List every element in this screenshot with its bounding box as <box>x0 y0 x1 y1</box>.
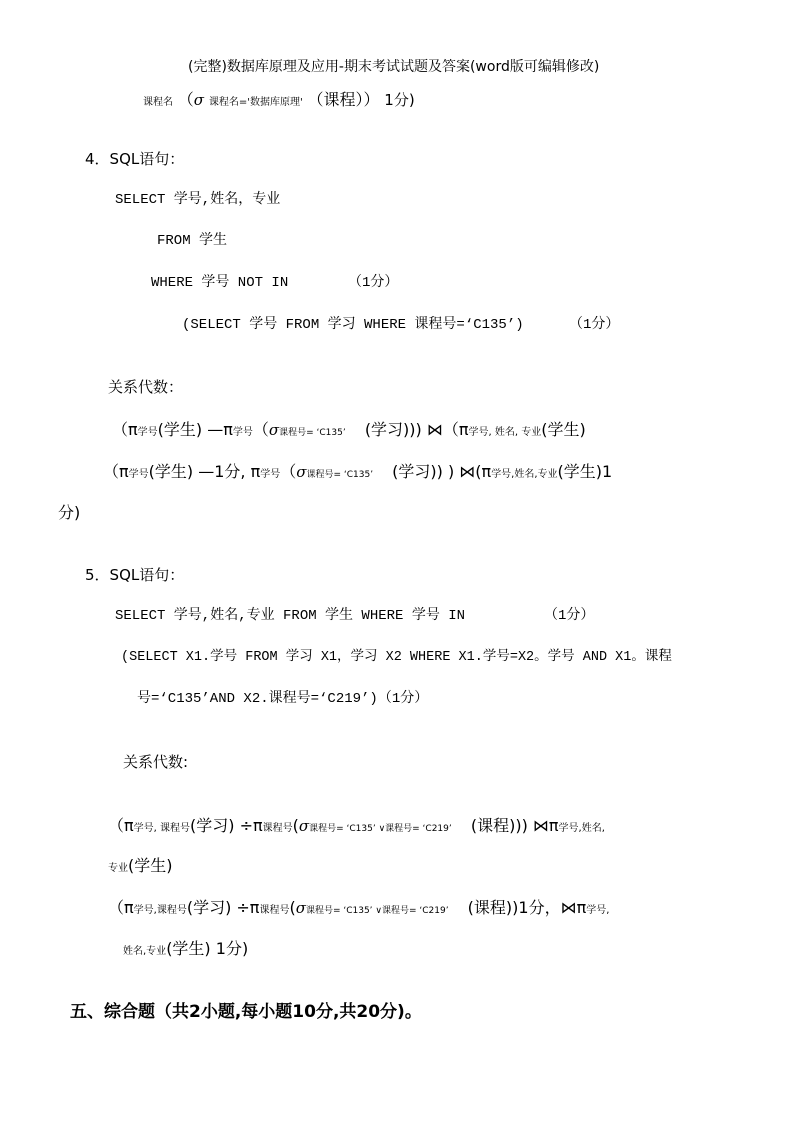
top-relational-line <box>143 92 415 108</box>
ra-text: （π <box>103 462 129 481</box>
sigma-symbol: σ <box>268 421 280 439</box>
ra-text: (学生) <box>541 420 586 439</box>
ra-text: (学习) ÷π <box>190 816 263 835</box>
q5-relational-line-1 <box>108 818 605 834</box>
ra-text: (学生) —1分, π <box>148 462 261 481</box>
page-header: (完整)数据库原理及应用-期末考试试题及答案(word版可编辑修改) <box>188 59 600 75</box>
q4-sql-line-3-score: （1分） <box>348 275 399 291</box>
sigma-symbol: σ <box>193 91 205 109</box>
ra-text: （π <box>112 420 138 439</box>
ra-text: (学习))) ⋈（π <box>364 420 469 439</box>
q5-relational-line-1-continued <box>108 858 173 874</box>
q4-relational-line-2-continued: 分) <box>58 503 81 522</box>
ra-text: （ <box>280 462 297 481</box>
paren-text: （ <box>177 90 194 109</box>
ra-subscript: 学号 <box>260 469 281 480</box>
ra-text: (学习)) ) ⋈(π <box>392 462 492 481</box>
subscript-text: 课程名 <box>143 97 173 108</box>
section-5-heading: 五、综合题（共2小题,每小题10分,共20分)。 <box>70 1002 422 1022</box>
q4-sql-line-1: SELECT 学号,姓名，专业 <box>115 192 281 208</box>
ra-text: （π <box>108 816 134 835</box>
ra-text: (学生) 1分) <box>166 939 249 958</box>
subscript-text: 课程名='数据库原理' <box>208 97 303 108</box>
q5-sql-line-2: (SELECT X1.学号 FROM 学习 X1，学习 X2 WHERE X1.学号=X2。学号 AND X1。课程 <box>121 650 672 665</box>
q4-sql-line-4: (SELECT 学号 FROM 学习 WHERE 课程号=‘C135’) <box>182 317 524 333</box>
ra-subscript: 姓名,专业 <box>123 946 167 957</box>
sigma-symbol: σ <box>298 817 310 835</box>
ra-text: （ <box>252 420 269 439</box>
q5-relational-line-2-continued <box>123 941 248 957</box>
ra-subscript: 学号,姓名, <box>558 823 605 834</box>
ra-subscript: 学号 <box>128 469 149 480</box>
sigma-symbol: σ <box>296 463 307 481</box>
ra-text: (学生)1 <box>557 462 613 481</box>
ra-text: ( <box>292 816 299 835</box>
ra-subscript: 学号,课程号 <box>133 905 187 916</box>
ra-text: (课程))1分，⋈π <box>467 898 587 917</box>
ra-text: (课程))) ⋈π <box>470 816 559 835</box>
ra-subscript: 学号, 姓名, 专业 <box>468 427 542 438</box>
q4-title: 4．SQL语句： <box>85 150 185 168</box>
q5-relational-algebra-label: 关系代数: <box>123 753 189 771</box>
q5-sql-line-1-score: （1分） <box>544 608 595 624</box>
ra-subscript: 专业 <box>108 863 128 874</box>
ra-subscript: 学号,姓名,专业 <box>491 469 558 480</box>
q5-sql-line-3: 号=‘C135’AND X2.课程号=‘C219’)（1分） <box>137 691 429 707</box>
ra-subscript: 学号, 课程号 <box>133 823 190 834</box>
q4-sql-line-3: WHERE 学号 NOT IN <box>151 275 289 291</box>
sigma-symbol: σ <box>295 899 306 917</box>
q4-relational-line-2 <box>103 464 612 480</box>
ra-subscript: 课程号 <box>262 823 293 834</box>
q4-relational-algebra-label: 关系代数： <box>108 378 184 396</box>
ra-text: (学生) <box>128 856 173 875</box>
q4-relational-line-1 <box>112 422 586 438</box>
ra-subscript: 课程号 <box>259 905 290 916</box>
ra-text: （π <box>108 898 134 917</box>
q5-relational-line-2 <box>108 900 609 916</box>
q5-title: 5．SQL语句： <box>85 566 185 584</box>
q5-sql-line-1: SELECT 学号,姓名,专业 FROM 学生 WHERE 学号 IN <box>115 608 466 624</box>
ra-subscript: 课程号= ‘C135’ ∨课程号= ‘C219’ <box>309 824 452 834</box>
ra-text: ( <box>289 898 296 917</box>
q4-sql-line-4-score: （1分） <box>569 317 620 333</box>
ra-subscript: 课程号= ‘C135’ <box>279 428 346 438</box>
ra-subscript: 课程号= ‘C135’ ∨课程号= ‘C219’ <box>305 906 449 916</box>
q4-sql-line-2: FROM 学生 <box>157 233 228 249</box>
relation-text: （课程）） <box>307 90 380 109</box>
ra-subscript: 学号, <box>586 905 610 916</box>
ra-subscript: 学号 <box>137 427 158 438</box>
score-text: 1分) <box>384 91 415 109</box>
ra-text: (学习) ÷π <box>186 898 260 917</box>
ra-subscript: 学号 <box>232 427 253 438</box>
ra-text: (学生) —π <box>157 420 233 439</box>
ra-subscript: 课程号= ‘C135’ <box>306 470 374 480</box>
